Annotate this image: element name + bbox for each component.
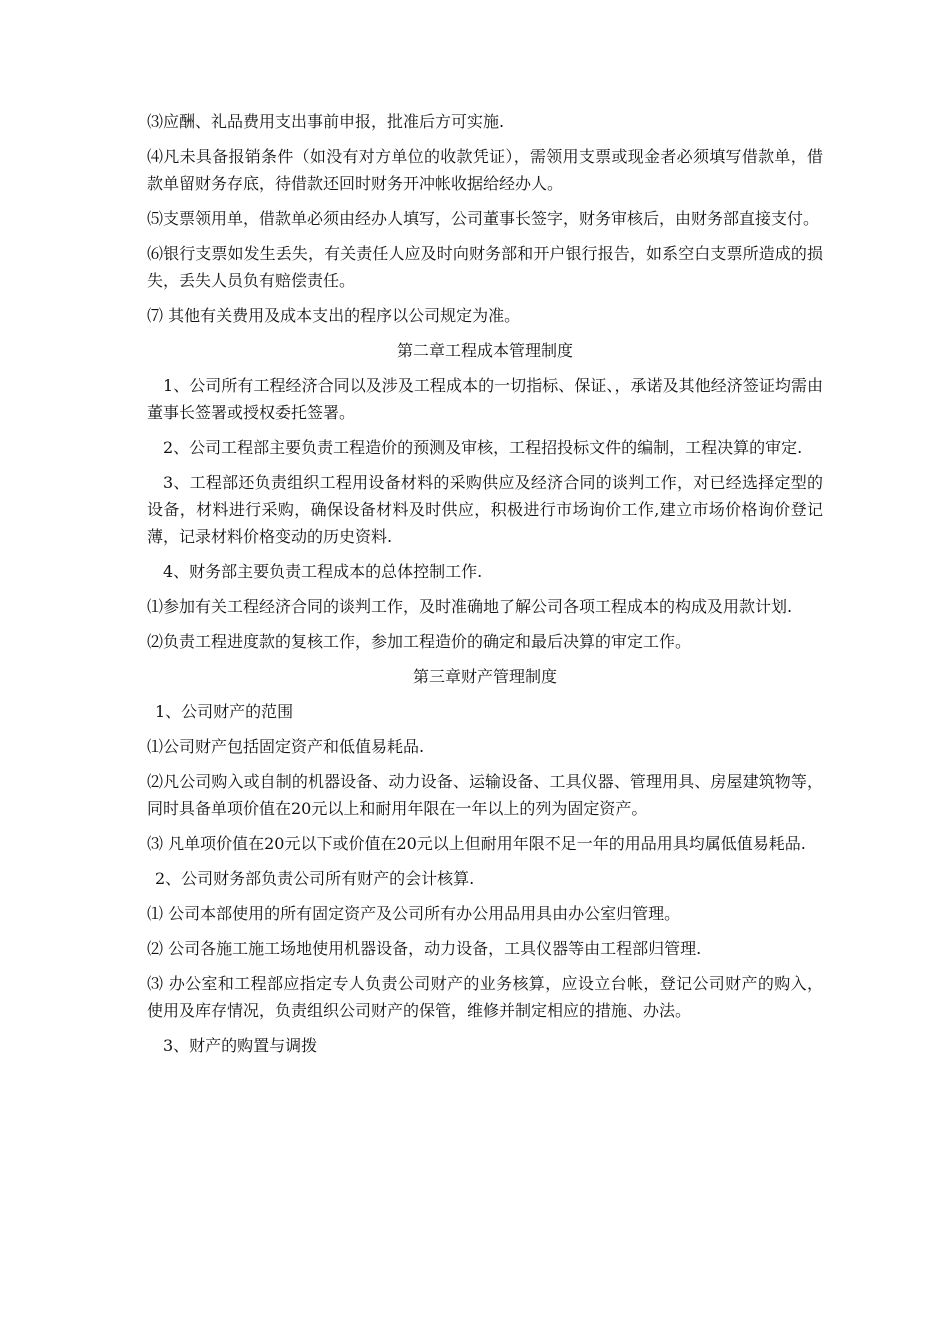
paragraph: ⑵ 公司各施工施工场地使用机器设备，动力设备，工具仪器等由工程部归管理. bbox=[147, 939, 702, 958]
paragraph: ⑴公司财产包括固定资产和低值易耗品. bbox=[147, 737, 425, 756]
paragraph: 2、公司工程部主要负责工程造价的预测及审核，工程招投标文件的编制，工程决算的审定. bbox=[163, 438, 803, 457]
paragraph: 2、公司财务部负责公司所有财产的会计核算. bbox=[155, 869, 475, 888]
paragraph: 1、公司财产的范围 bbox=[155, 702, 294, 721]
paragraph: ⑹银行支票如发生丢失，有关责任人应及时向财务部和开户银行报告，如系空白支票所造成的损失，丢失人员负有赔偿责任。 bbox=[147, 244, 823, 290]
paragraph: 3、财产的购置与调拨 bbox=[163, 1036, 318, 1055]
paragraph: ⑶ 办公室和工程部应指定专人负责公司财产的业务核算，应设立台帐，登记公司财产的购入，使用及库存情况，负责组织公司财产的保管，维修并制定相应的措施、办法。 bbox=[147, 974, 823, 1020]
chapter-heading: 第三章财产管理制度 bbox=[412, 667, 557, 686]
paragraph: ⑴参加有关工程经济合同的谈判工作，及时准确地了解公司各项工程成本的构成及用款计划. bbox=[147, 597, 793, 616]
paragraph: ⑷凡未具备报销条件（如没有对方单位的收款凭证），需领用支票或现金者必须填写借款单，借款单留财务存底，待借款还回时财务开冲帐收据给经办人。 bbox=[147, 147, 823, 193]
paragraph: ⑴ 公司本部使用的所有固定资产及公司所有办公用品用具由办公室归管理。 bbox=[147, 904, 681, 923]
document-page bbox=[147, 108, 823, 1059]
paragraph: 4、财务部主要负责工程成本的总体控制工作. bbox=[163, 562, 483, 581]
paragraph: 1、公司所有工程经济合同以及涉及工程成本的一切指标、保证、，承诺及其他经济签证均需由董事长签署或授权委托签署。 bbox=[147, 376, 823, 422]
paragraph: ⑵凡公司购入或自制的机器设备、动力设备、运输设备、工具仪器、管理用具、房屋建筑物等，同时具备单项价值在20元以上和耐用年限在一年以上的列为固定资产。 bbox=[147, 772, 823, 818]
paragraph: ⑸支票领用单，借款单必须由经办人填写，公司董事长签字，财务审核后，由财务部直接支付。 bbox=[147, 209, 820, 228]
paragraph: ⑵负责工程进度款的复核工作，参加工程造价的确定和最后决算的审定工作。 bbox=[147, 632, 692, 651]
paragraph: ⑺ 其他有关费用及成本支出的程序以公司规定为准。 bbox=[147, 306, 521, 325]
paragraph: ⑶应酬、礼品费用支出事前申报，批准后方可实施. bbox=[147, 112, 505, 131]
paragraph: ⑶ 凡单项价值在20元以下或价值在20元以上但耐用年限不足一年的用品用具均属低值易耗品. bbox=[147, 834, 806, 853]
paragraph: 3、工程部还负责组织工程用设备材料的采购供应及经济合同的谈判工作，对已经选择定型的设备，材料进行采购，确保设备材料及时供应，积极进行市场询价工作,建立市场价格询价登记薄，记录材料价格变动的历史资料. bbox=[147, 473, 823, 546]
chapter-heading: 第二章工程成本管理制度 bbox=[396, 341, 573, 360]
